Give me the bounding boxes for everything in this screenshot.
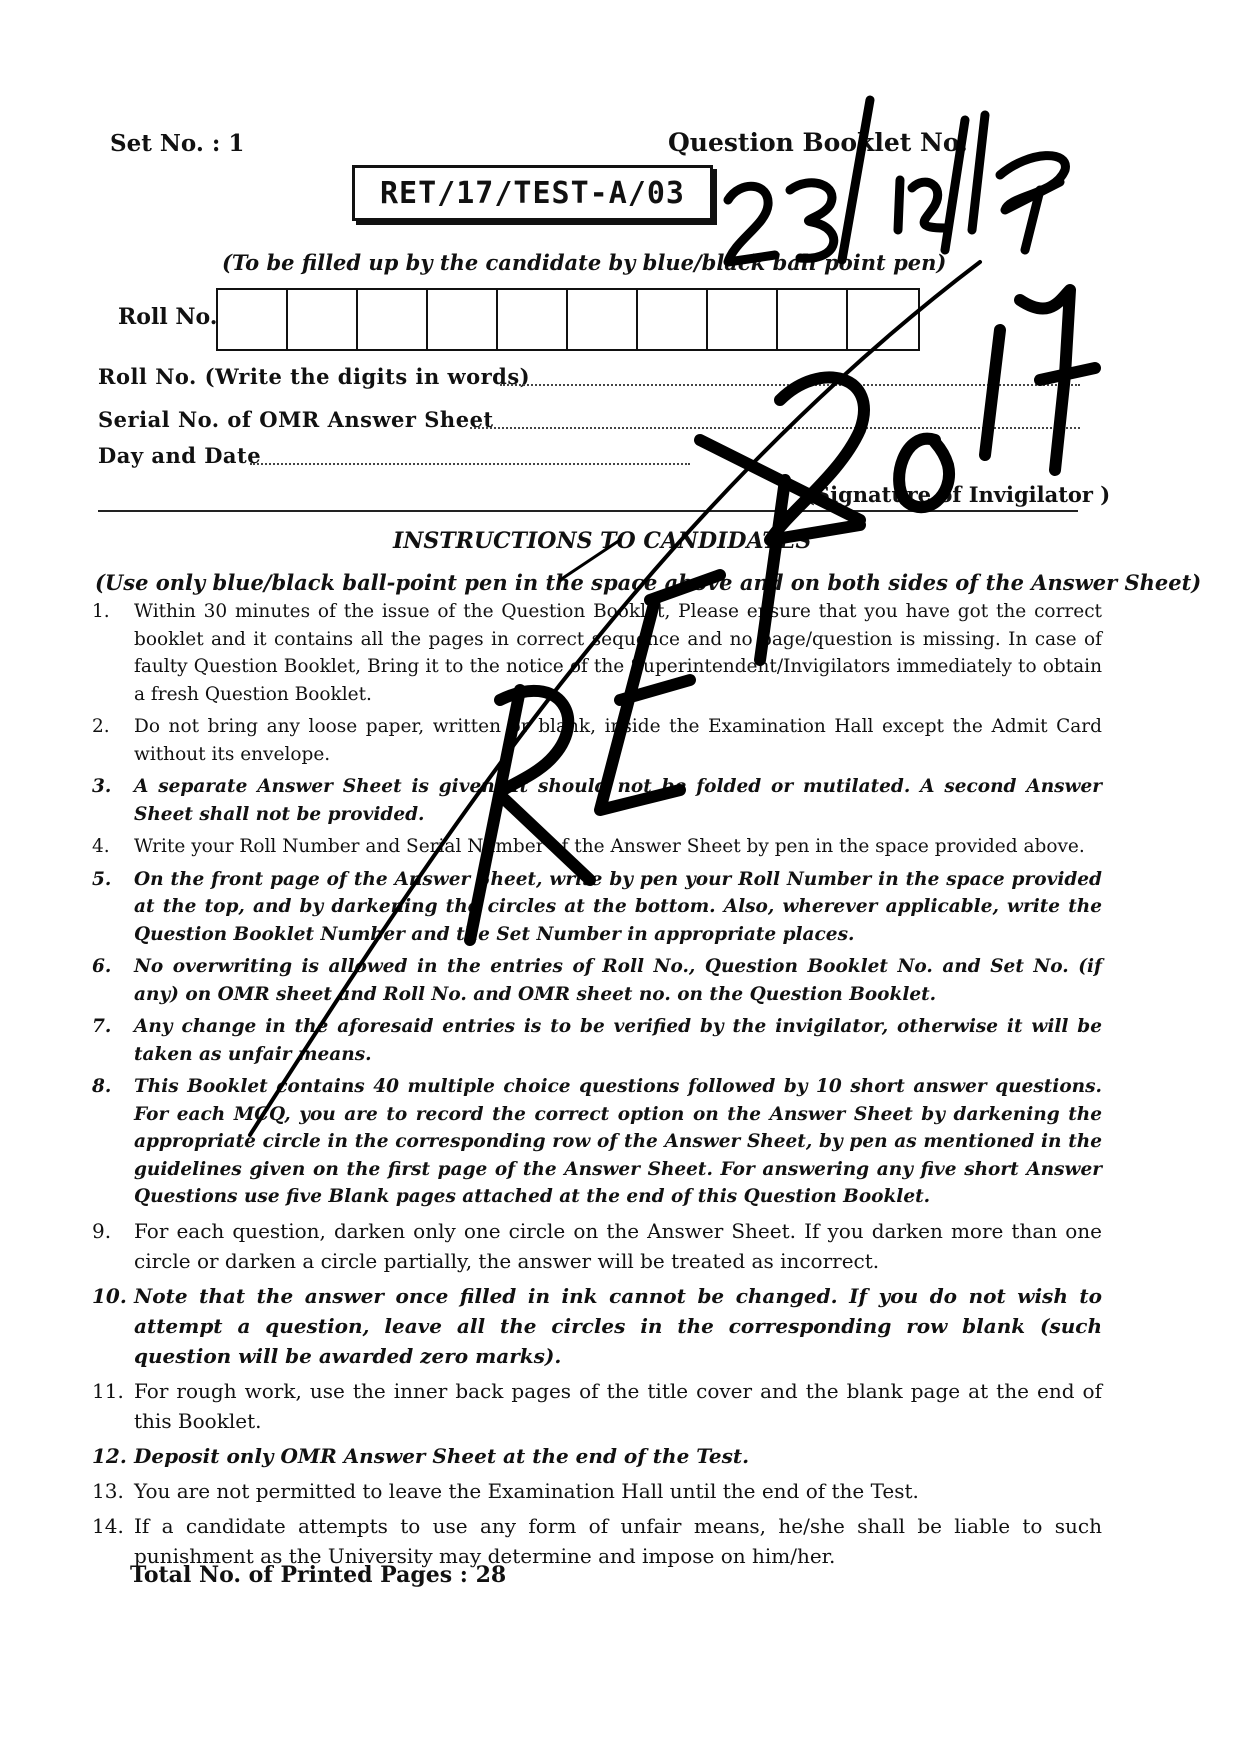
- instruction-item: 4. Write your Roll Number and Serial Number of the Answer Sheet by pen in the space provided above.: [92, 836, 1085, 857]
- instruction-item: 13. You are not permitted to leave the Examination Hall until the end of the Test.: [92, 1478, 919, 1503]
- instructions-list: [92, 598, 1102, 1576]
- instruction-item: 12. Deposit only OMR Answer Sheet at the end of the Test.: [92, 1443, 750, 1468]
- roll-number-boxes[interactable]: [216, 288, 920, 351]
- question-booklet-label: Question Booklet No.: [668, 128, 968, 157]
- invigilator-signature-label: (Signature of Invigilator ): [805, 482, 1111, 507]
- instruction-item: 1. Within 30 minutes of the issue of the Question Booklet, Please ensure that you have got the correct booklet and it contains all the pages in correct sequence and no page/question is missing. In case of faulty Question Booklet, Bring it to the notice of the Superintendent/Invigilators immediately to obtain a fresh Question Booklet.: [92, 601, 1102, 705]
- roll-digit-box[interactable]: [428, 290, 498, 349]
- instruction-item: 7. Any change in the aforesaid entries is to be verified by the invigilator, otherwise it will be taken as unfair means.: [92, 1016, 1102, 1065]
- roll-digit-box[interactable]: [358, 290, 428, 349]
- set-number: Set No. : 1: [110, 130, 245, 157]
- instruction-item: 8. This Booklet contains 40 multiple choice questions followed by 10 short answer questions. For each MCQ, you are to record the correct option on the Answer Sheet by darkening the appropriate circle in the corresponding row of the Answer Sheet, by pen as mentioned in the guidelines given on the first page of the Answer Sheet. For answering any five short Answer Questions use five Blank pages attached at the end of this Question Booklet.: [92, 1076, 1102, 1207]
- roll-digit-box[interactable]: [708, 290, 778, 349]
- day-date-line[interactable]: [250, 463, 690, 465]
- instruction-item: 6. No overwriting is allowed in the entries of Roll No., Question Booklet No. and Set No. (if any) on OMR sheet and Roll No. and OMR sheet no. on the Question Booklet.: [92, 956, 1102, 1005]
- day-date-label: Day and Date: [98, 443, 262, 468]
- instruction-item: 5. On the front page of the Answer Sheet, write by pen your Roll Number in the space provided at the top, and by darkening the circles at the bottom. Also, wherever applicable, write the Question Booklet Number and the Set Number in appropriate places.: [92, 868, 1102, 945]
- divider: [98, 510, 1078, 512]
- roll-no-words-line[interactable]: [500, 384, 1080, 386]
- instruction-item: 3. A separate Answer Sheet is given. It should not be folded or mutilated. A second Answer Sheet shall not be provided.: [92, 776, 1102, 825]
- roll-digit-box[interactable]: [568, 290, 638, 349]
- omr-serial-label: Serial No. of OMR Answer Sheet: [98, 407, 494, 432]
- roll-digit-box[interactable]: [848, 290, 918, 349]
- total-printed-pages: Total No. of Printed Pages : 28: [130, 1562, 507, 1588]
- roll-digit-box[interactable]: [778, 290, 848, 349]
- test-code-box: RET/17/TEST-A/03: [352, 165, 713, 221]
- roll-digit-box[interactable]: [498, 290, 568, 349]
- instruction-item: 2. Do not bring any loose paper, written or blank, inside the Examination Hall except the Admit Card without its envelope.: [92, 716, 1102, 765]
- instruction-item: 10. Note that the answer once filled in ink cannot be changed. If you do not wish to attempt a question, leave all the circles in the corresponding row blank (such question will be awarded zero marks).: [92, 1283, 1102, 1368]
- handwritten-date: [728, 100, 1065, 262]
- instruction-item: 14. If a candidate attempts to use any form of unfair means, he/she shall be liable to such punishment as the University may determine and impose on him/her.: [92, 1513, 1102, 1568]
- pen-instruction: (Use only blue/black ball-point pen in the space above and on both sides of the Answer Sheet): [95, 570, 1202, 595]
- instruction-item: 11. For rough work, use the inner back pages of the title cover and the blank page at the end of this Booklet.: [92, 1378, 1102, 1433]
- instruction-item: 9. For each question, darken only one circle on the Answer Sheet. If you darken more than one circle or darken a circle partially, the answer will be treated as incorrect.: [92, 1218, 1102, 1273]
- roll-digit-box[interactable]: [218, 290, 288, 349]
- omr-serial-line[interactable]: [470, 427, 1080, 429]
- roll-no-label: Roll No.: [118, 304, 218, 330]
- fill-instruction: (To be filled up by the candidate by blue/black ball point pen): [222, 250, 947, 275]
- instructions-title: INSTRUCTIONS TO CANDIDATES: [393, 528, 812, 554]
- roll-no-words-label: Roll No. (Write the digits in words): [98, 364, 531, 389]
- roll-digit-box[interactable]: [638, 290, 708, 349]
- roll-digit-box[interactable]: [288, 290, 358, 349]
